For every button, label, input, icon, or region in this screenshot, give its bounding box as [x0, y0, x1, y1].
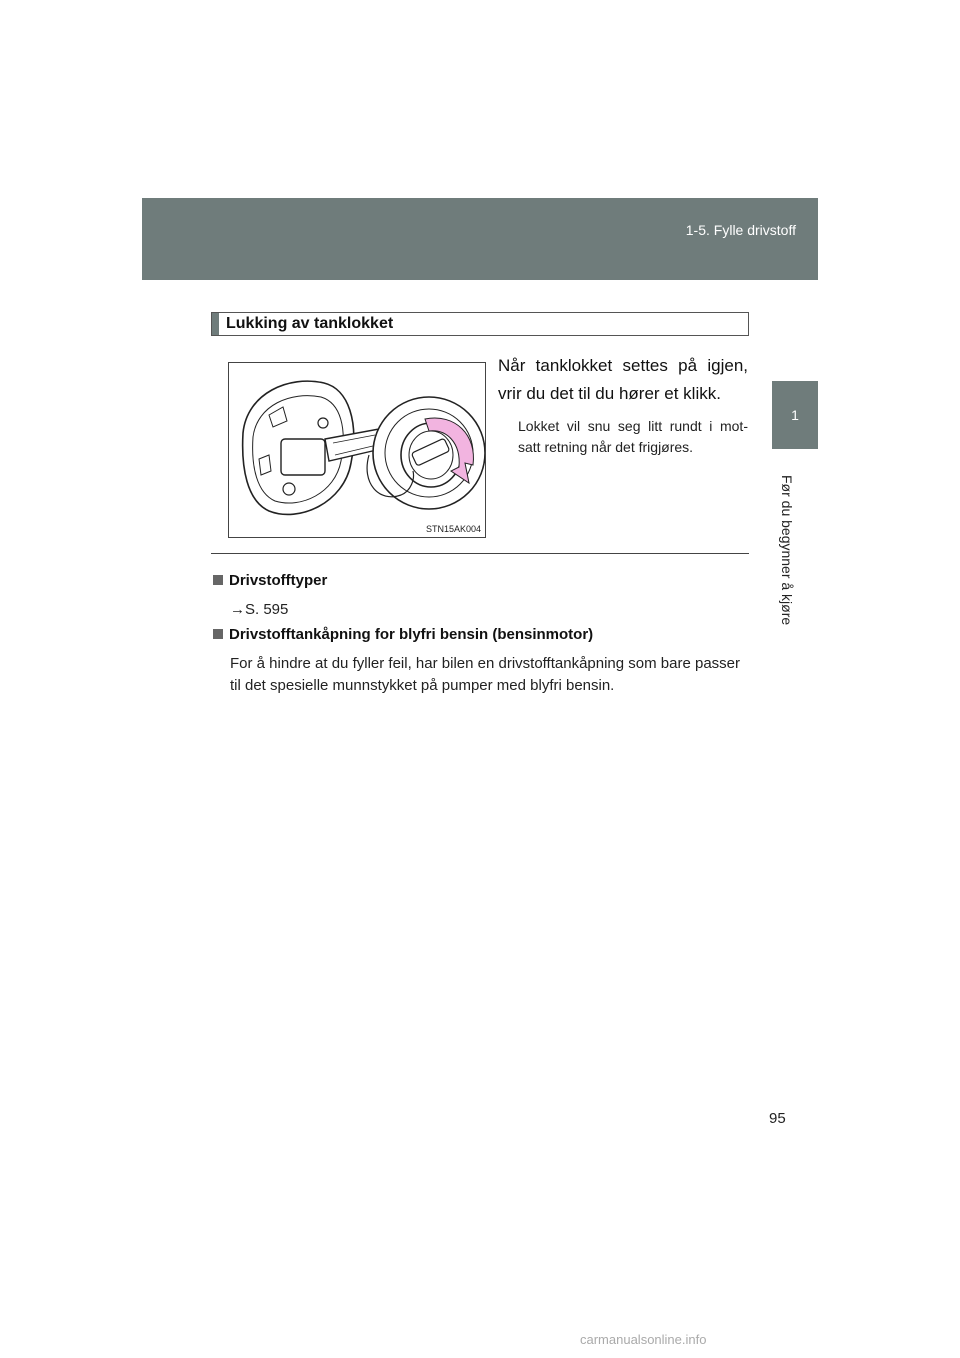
section-title-box: [211, 312, 749, 336]
item-heading-fuel-types: Drivstofftyper: [213, 572, 327, 589]
item-body-fuel-types: →S. 595: [230, 601, 289, 618]
chapter-title: Før du begynner å kjøre: [779, 475, 795, 626]
square-bullet-icon: [213, 575, 223, 585]
watermark: carmanualsonline.info: [580, 1332, 707, 1347]
main-instruction: Når tanklokket settes på igjen, vrir du det til du hører et klikk.: [498, 356, 748, 403]
item-body-filler-opening: For å hindre at du fyller feil, har bilen en drivstofftankåpning som bare passer til det spesielle munnstykket på pumper med blyfri bensin.: [230, 655, 740, 694]
header-bar: [142, 198, 818, 280]
page-number: 95: [769, 1110, 786, 1127]
divider: [211, 553, 749, 554]
figure-code: STN15AK004: [425, 524, 481, 534]
square-bullet-icon: [213, 629, 223, 639]
section-label: 1-5. Fylle drivstoff: [685, 222, 796, 238]
note-text: Lokket vil snu seg litt rundt i mot- satt retning når det frigjøres.: [518, 418, 748, 455]
fuel-cap-illustration: [228, 362, 486, 538]
chapter-tab: 1: [772, 381, 818, 449]
item-heading-filler-opening: Drivstofftankåpning for blyfri bensin (bensinmotor): [213, 626, 593, 643]
fuel-door-drawing: [229, 363, 485, 537]
section-title: Lukking av tanklokket: [226, 315, 394, 332]
title-accent-bar: [212, 313, 219, 335]
